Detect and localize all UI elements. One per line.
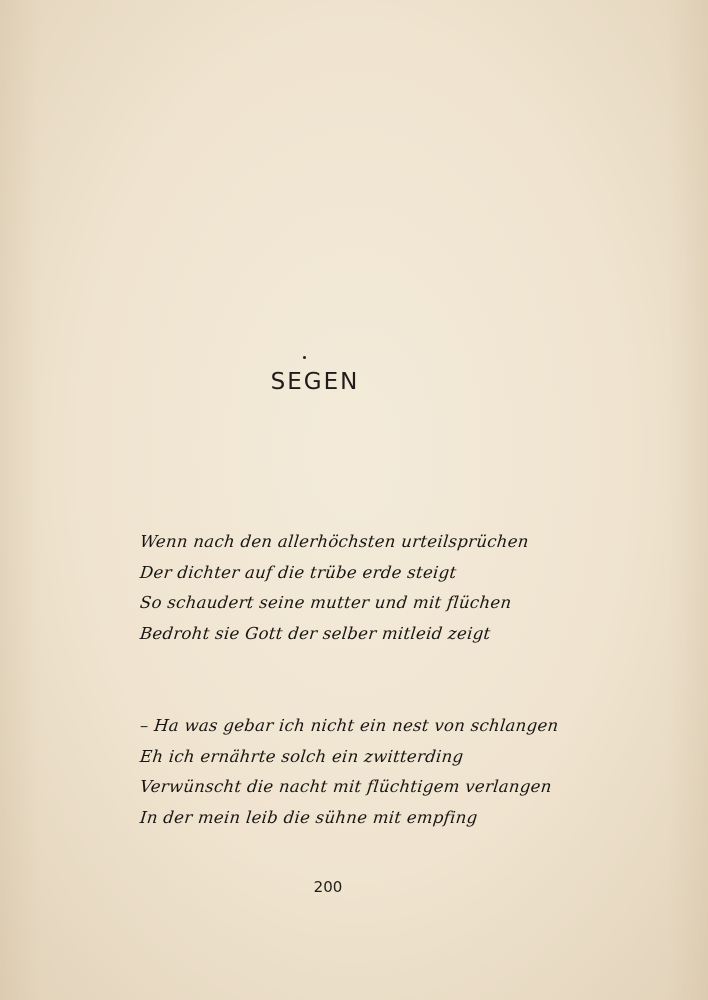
stanza-2 bbox=[140, 711, 600, 833]
title-dot-mark bbox=[303, 356, 306, 359]
stanza-2-line-3: Verwünscht die nacht mit flüchtigem verlangen bbox=[139, 777, 553, 796]
stanza-2-line-2: Eh ich ernährte solch ein zwitterding bbox=[139, 746, 465, 766]
stanza-2-line-1: – Ha was gebar ich nicht ein nest von schlangen bbox=[139, 716, 560, 735]
stanza-1-line-2: Der dichter auf die trübe erde steigt bbox=[139, 562, 458, 582]
page-number: 200 bbox=[313, 878, 343, 896]
stanza-1-line-4: Bedroht sie Gott der selber mitleid zeigt bbox=[139, 623, 492, 643]
stanza-2-line-4: In der mein leib die sühne mit empfing bbox=[139, 807, 479, 827]
stanza-1-line-3: So schaudert seine mutter und mit flüchen bbox=[139, 593, 513, 612]
stanza-1 bbox=[140, 527, 600, 649]
poem-title: SEGEN bbox=[270, 369, 360, 395]
stanza-1-line-1: Wenn nach den allerhöchsten urteilsprüchen bbox=[139, 532, 530, 551]
